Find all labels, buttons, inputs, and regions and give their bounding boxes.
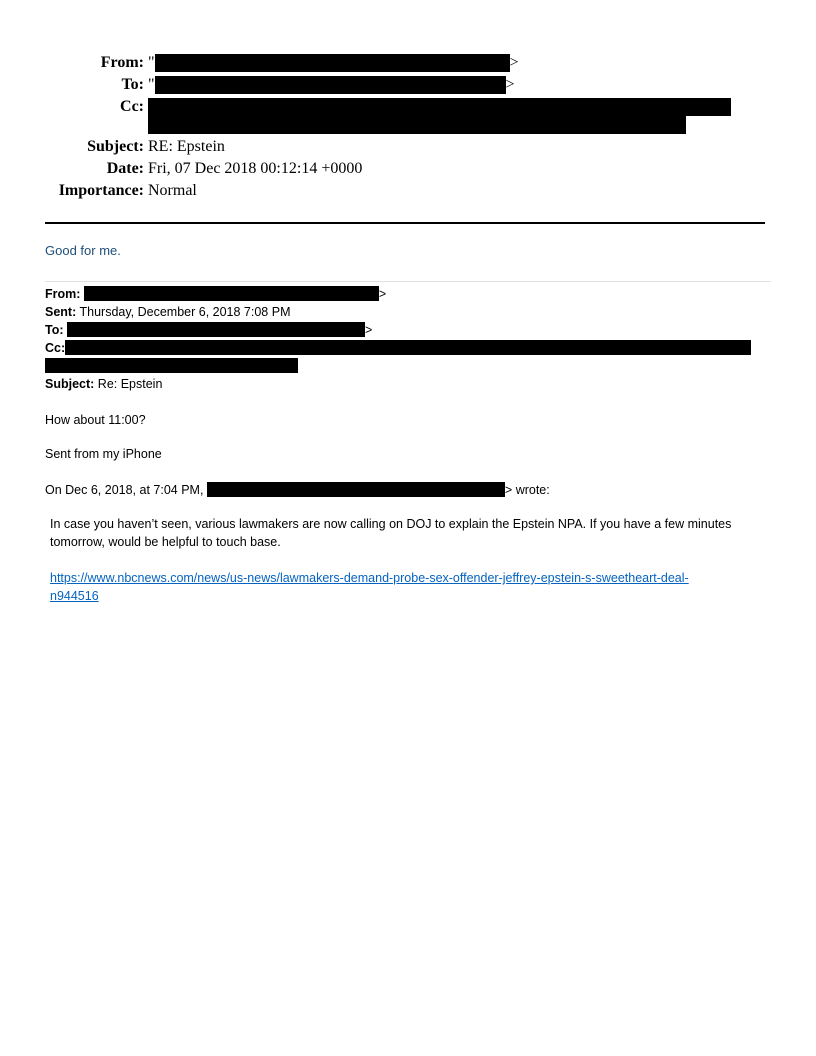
date-value: Fri, 07 Dec 2018 00:12:14 +0000 (148, 160, 363, 177)
quoted-line-1: How about 11:00? (45, 413, 146, 427)
redaction-block (207, 482, 505, 497)
quoted-sent-value: Thursday, December 6, 2018 7:08 PM (79, 305, 291, 319)
quoted-subject-label: Subject: (45, 377, 95, 391)
redaction-block (65, 340, 751, 355)
importance-value: Normal (148, 182, 197, 199)
cc-label: Cc: (120, 98, 144, 115)
quote-divider (45, 281, 771, 282)
redaction-block (148, 116, 686, 134)
quoted-sent-label: Sent: (45, 305, 77, 319)
quoted-cc-label: Cc: (45, 341, 66, 355)
quoted-to-row: To: > (45, 323, 373, 337)
to-label: To: (121, 76, 144, 93)
quoted-cc-row (45, 339, 751, 357)
redaction-block (155, 76, 506, 94)
quoted-from-row: From: > (45, 287, 387, 301)
to-value: " > (148, 76, 515, 93)
redaction-block (67, 322, 365, 337)
quoted-subject-row (45, 375, 162, 393)
quoted-from-label: From: (45, 287, 81, 301)
date-label: Date: (106, 160, 144, 177)
quoted-to-label: To: (45, 323, 64, 337)
reply-text: Good for me. (45, 243, 121, 258)
subject-label: Subject: (87, 138, 144, 155)
quoted-cc-row-2 (45, 357, 298, 375)
quoted-wrote-line: On Dec 6, 2018, at 7:04 PM, > wrote: (45, 483, 550, 497)
quoted-sent-row (45, 303, 291, 321)
redaction-block (45, 358, 298, 373)
quoted-line-2: Sent from my iPhone (45, 447, 162, 461)
quoted-body: In case you haven’t seen, various lawmakers are now calling on DOJ to explain the Epstein NPA. If you have a few minutes tomorrow, would be helpful to touch base. (50, 517, 732, 549)
redaction-block (84, 286, 379, 301)
article-link-block (50, 569, 760, 605)
quoted-subject-value: Re: Epstein (97, 377, 163, 391)
article-link[interactable]: https://www.nbcnews.com/news/us-news/lawmakers-demand-probe-sex-offender-jeffrey-epstein-s-sweetheart-deal- n944516 (50, 571, 689, 603)
cc-value-2 (148, 114, 686, 136)
header-divider (45, 222, 765, 224)
redaction-block (155, 54, 510, 72)
from-label: From: (100, 54, 144, 71)
importance-label: Importance: (58, 182, 144, 199)
from-value: " > (148, 54, 519, 71)
subject-value: RE: Epstein (148, 138, 225, 155)
